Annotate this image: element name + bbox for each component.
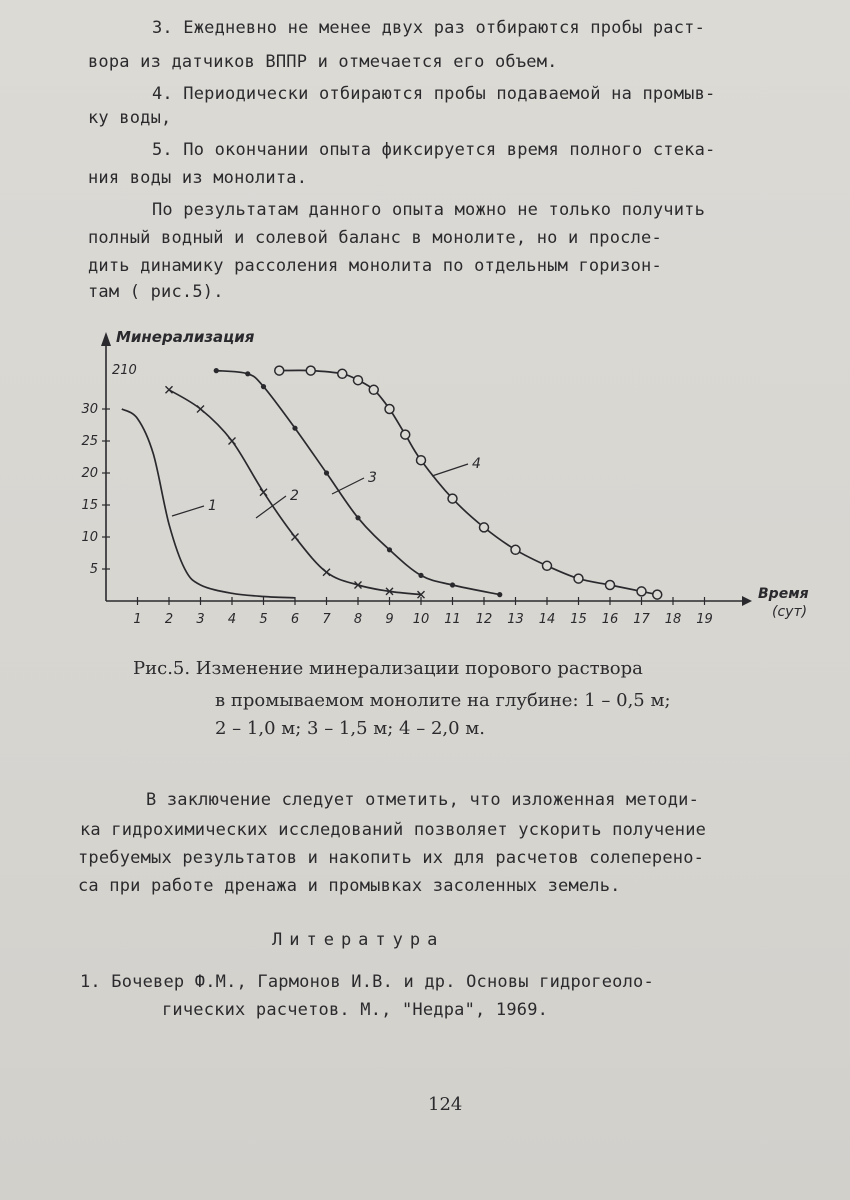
paragraph-line: ния воды из монолита.	[88, 168, 308, 188]
series-curve-4	[279, 370, 657, 594]
x-tick-label: 3	[196, 612, 205, 627]
x-axis-arrow	[742, 596, 752, 606]
x-tick-label: 4	[227, 612, 237, 627]
y-tick-label: 5	[89, 562, 98, 577]
paragraph-line: По результатам данного опыта можно не только получить	[152, 200, 706, 220]
series-pointer	[256, 496, 286, 518]
y-tick-label: 25	[81, 434, 98, 449]
data-point	[324, 470, 329, 475]
data-point	[448, 494, 457, 503]
data-point	[354, 376, 363, 385]
data-point	[653, 590, 662, 599]
x-tick-label: 12	[475, 612, 493, 627]
x-tick-label: 18	[664, 612, 682, 627]
data-point	[450, 582, 455, 587]
data-point	[261, 384, 266, 389]
x-tick-label: 8	[353, 612, 363, 627]
paragraph-line: ку воды,	[88, 108, 172, 128]
y-axis-arrow	[101, 332, 111, 346]
chart-curves	[122, 366, 662, 599]
data-point	[497, 592, 502, 597]
y-axis-title: Минерализация	[116, 328, 255, 346]
data-point	[511, 545, 520, 554]
series-curve-3	[216, 371, 500, 595]
series-label: 2	[290, 488, 299, 504]
page-number: 124	[428, 1094, 463, 1115]
x-tick-label: 19	[696, 612, 713, 627]
data-point	[197, 406, 204, 413]
data-point	[166, 386, 173, 393]
x-tick-label: 6	[290, 612, 300, 627]
x-tick-label: 11	[444, 612, 461, 627]
figure-caption-line: 2 – 1,0 м; 3 – 1,5 м; 4 – 2,0 м.	[215, 718, 486, 739]
x-tick-label: 16	[601, 612, 619, 627]
data-point	[260, 489, 267, 496]
x-tick-label: 10	[412, 612, 430, 627]
data-point	[338, 369, 347, 378]
paragraph-line: 4. Периодически отбираются пробы подаваемой на промыв-	[152, 84, 716, 104]
data-point	[480, 523, 489, 532]
data-point	[306, 366, 315, 375]
x-tick-label: 9	[385, 612, 394, 627]
data-point	[275, 366, 284, 375]
paragraph-line: са при работе дренажа и промывках засоленных земель.	[78, 876, 621, 896]
figure-caption-line: в промываемом монолите на глубине: 1 – 0,5 м;	[215, 690, 671, 711]
x-tick-label: 2	[164, 612, 174, 627]
y-tick-label: 30	[81, 402, 98, 417]
paragraph-line: дить динамику рассоления монолита по отдельным горизон-	[88, 256, 662, 276]
data-point	[387, 547, 392, 552]
data-point	[417, 456, 426, 465]
data-point	[574, 574, 583, 583]
paragraph-line: требуемых результатов и накопить их для расчетов солеперено-	[78, 848, 705, 868]
chart-labels	[116, 328, 809, 620]
mineralization-chart	[0, 318, 850, 648]
data-point	[543, 561, 552, 570]
data-point	[606, 581, 615, 590]
x-tick-label: 17	[633, 612, 650, 627]
x-tick-label: 15	[570, 612, 587, 627]
x-axis-title: Время	[758, 586, 809, 602]
x-tick-label: 14	[538, 612, 556, 627]
paragraph-line: полный водный и солевой баланс в монолите, но и просле-	[88, 228, 662, 248]
paragraph-line: 5. По окончании опыта фиксируется время полного стека-	[152, 140, 716, 160]
x-tick-label: 7	[322, 612, 331, 627]
paragraph-line: вора из датчиков ВППР и отмечается его объем.	[88, 52, 558, 72]
y-tick-label: 15	[81, 498, 98, 513]
reference-item: 1. Бочевер Ф.М., Гармонов И.В. и др. Основы гидрогеоло-	[80, 972, 654, 992]
data-point	[229, 438, 236, 445]
y-top-label: 210	[112, 363, 137, 378]
series-label: 1	[208, 498, 217, 514]
series-pointer	[332, 478, 364, 494]
paragraph-line: 3. Ежедневно не менее двух раз отбираются пробы раст-	[152, 18, 706, 38]
reference-item: гических расчетов. М., "Недра", 1969.	[162, 1000, 549, 1020]
x-tick-label: 1	[133, 612, 142, 627]
data-point	[637, 587, 646, 596]
chart-axes	[101, 332, 752, 606]
x-axis-unit: (сут)	[772, 604, 808, 620]
x-tick-label: 5	[259, 612, 268, 627]
references-heading: Литература	[272, 930, 445, 950]
paragraph-line: В заключение следует отметить, что изложенная методи-	[146, 790, 700, 810]
data-point	[214, 368, 219, 373]
x-tick-label: 13	[507, 612, 524, 627]
y-tick-label: 10	[81, 530, 98, 545]
figure-caption-line: Рис.5. Изменение минерализации порового раствора	[133, 658, 643, 679]
data-point	[355, 515, 360, 520]
data-point	[245, 371, 250, 376]
data-point	[369, 385, 378, 394]
data-point	[323, 569, 330, 576]
y-tick-label: 20	[81, 466, 98, 481]
data-point	[292, 426, 297, 431]
series-pointer	[172, 506, 204, 516]
data-point	[418, 573, 423, 578]
paragraph-line: там ( рис.5).	[88, 282, 224, 302]
data-point	[385, 405, 394, 414]
data-point	[292, 534, 299, 541]
series-pointer	[432, 464, 468, 476]
data-point	[401, 430, 410, 439]
series-label: 3	[368, 470, 377, 486]
series-label: 4	[472, 456, 481, 472]
paragraph-line: ка гидрохимических исследований позволяет ускорить получение	[80, 820, 707, 840]
